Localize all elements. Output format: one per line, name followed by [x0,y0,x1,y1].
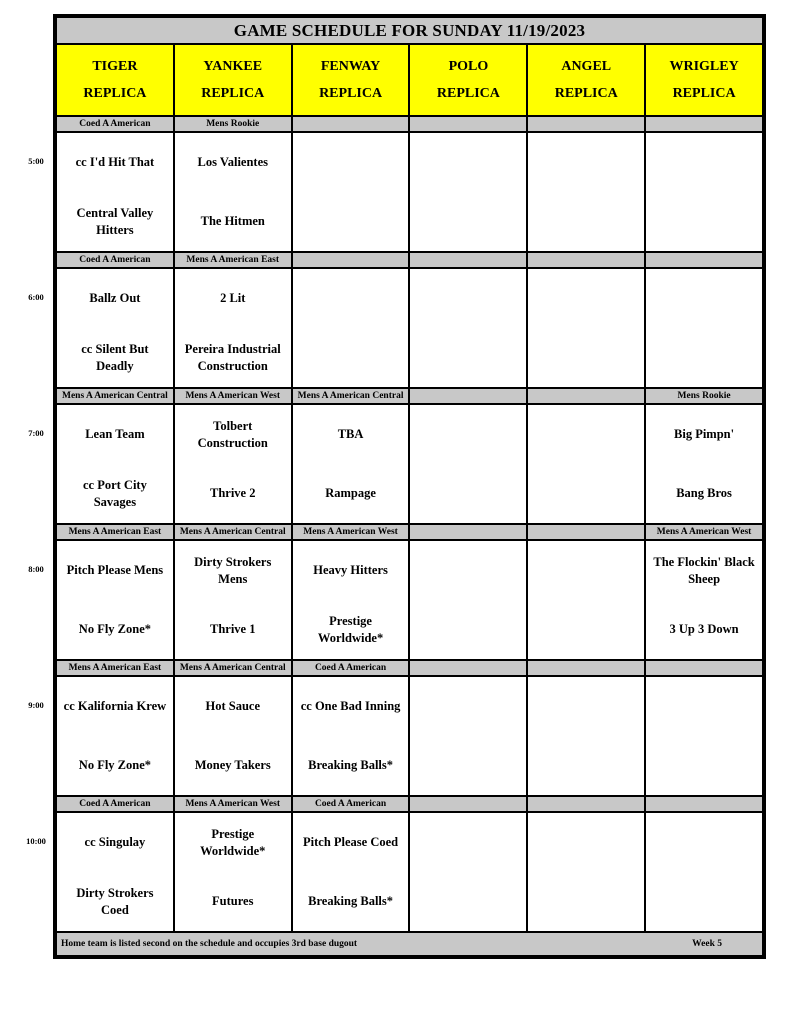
division-label: Mens A American West [292,524,410,540]
away-team: cc Singulay [84,835,146,849]
game-row [56,812,763,932]
division-label [527,524,645,540]
home-team: Pereira Industrial Construction [184,341,281,373]
division-label [409,388,527,404]
game-cell [174,540,292,660]
home-team [646,872,762,931]
game-row [56,676,763,796]
home-team [646,736,762,795]
division-label [409,524,527,540]
division-label [527,116,645,132]
schedule-sheet [53,14,766,959]
division-label: Coed A American [56,116,174,132]
home-team: Rampage [325,486,376,500]
field-sub: REPLICA [83,86,147,101]
division-label: Coed A American [292,660,410,676]
game-cell [292,812,410,932]
home-team: Thrive 1 [210,622,256,636]
division-label: Mens A American Central [292,388,410,404]
home-team: Dirty Strokers Coed [76,885,154,917]
division-label: Mens A American West [174,796,292,812]
away-team [410,541,526,600]
away-team: Heavy Hitters [313,563,388,577]
footer-content [57,939,762,949]
game-row [56,132,763,252]
home-team [646,192,762,251]
home-team [410,192,526,251]
away-team: Lean Team [85,427,145,441]
division-label: Coed A American [56,252,174,268]
game-cell [56,132,174,252]
division-label [527,252,645,268]
home-team [528,328,644,387]
away-team [410,405,526,464]
week-label: Week 5 [692,939,722,949]
game-cell [409,268,527,388]
home-team: No Fly Zone* [78,758,152,772]
home-team [293,192,409,251]
division-label: Mens A American Central [174,524,292,540]
game-cell [527,812,645,932]
away-team: Los Valientes [197,155,268,169]
division-label [527,796,645,812]
division-row [56,252,763,268]
field-name: YANKEE [203,59,263,74]
division-label: Mens Rookie [645,388,763,404]
away-team [646,677,762,736]
game-cell [292,404,410,524]
home-team: Prestige Worldwide* [317,613,384,645]
away-team [528,133,644,192]
division-label: Coed A American [56,796,174,812]
away-team: 2 Lit [220,291,246,305]
away-team [293,133,409,192]
time-label: 7:00 [28,428,44,438]
field-sub: REPLICA [554,86,618,101]
game-row [56,404,763,524]
away-team: Big Pimpn' [674,427,735,441]
game-cell [645,540,763,660]
home-team [528,736,644,795]
game-cell [174,132,292,252]
field-name: FENWAY [320,59,381,74]
away-team: The Flockin' Black Sheep [653,554,755,586]
field-header-row [56,44,763,116]
game-cell [409,404,527,524]
game-cell [409,540,527,660]
division-label: Mens A American West [645,524,763,540]
game-cell [56,404,174,524]
field-sub: REPLICA [319,86,383,101]
time-label: 5:00 [28,156,44,166]
division-label [645,796,763,812]
game-cell [645,812,763,932]
away-team: cc Kalifornia Krew [63,699,167,713]
division-label: Mens Rookie [174,116,292,132]
away-team [646,133,762,192]
away-team: Ballz Out [89,291,141,305]
division-label [527,388,645,404]
home-team [293,328,409,387]
home-team [528,464,644,523]
division-label [527,660,645,676]
away-team: Dirty Strokers Mens [194,554,272,586]
game-cell [409,676,527,796]
division-label [409,252,527,268]
division-row [56,388,763,404]
away-team [646,813,762,872]
home-team [410,872,526,931]
schedule-table [55,16,764,957]
away-team: Tolbert Construction [197,418,268,450]
field-header-wrigley [645,44,763,116]
game-cell [292,268,410,388]
home-team [646,328,762,387]
game-cell [645,132,763,252]
field-header-tiger [56,44,174,116]
field-header-polo [409,44,527,116]
away-team: Pitch Please Mens [66,563,164,577]
footer-row [56,932,763,956]
division-row [56,796,763,812]
division-label [292,116,410,132]
away-team [528,405,644,464]
division-label [645,660,763,676]
game-cell [409,812,527,932]
home-team: Central Valley Hitters [76,205,154,237]
away-team: cc I'd Hit That [75,155,155,169]
game-cell [56,268,174,388]
home-team [528,872,644,931]
division-label: Mens A American East [56,524,174,540]
field-name: TIGER [92,59,138,74]
away-team: Hot Sauce [205,699,260,713]
field-name: ANGEL [561,59,612,74]
field-sub: REPLICA [201,86,265,101]
game-cell [527,132,645,252]
division-label [409,660,527,676]
away-team [528,813,644,872]
game-cell [174,812,292,932]
time-label: 6:00 [28,292,44,302]
game-row [56,268,763,388]
game-cell [174,676,292,796]
home-team [410,736,526,795]
division-row [56,116,763,132]
away-team [528,677,644,736]
game-cell [174,404,292,524]
away-team: Prestige Worldwide* [200,826,266,858]
game-cell [56,812,174,932]
division-row [56,660,763,676]
division-label [292,252,410,268]
home-team: Thrive 2 [210,486,256,500]
away-team [410,677,526,736]
game-cell [527,540,645,660]
away-team [528,269,644,328]
home-team [528,600,644,659]
away-team [646,269,762,328]
away-team [410,269,526,328]
field-name: WRIGLEY [669,59,739,74]
game-cell [527,404,645,524]
away-team: TBA [337,427,364,441]
game-cell [645,404,763,524]
game-cell [645,676,763,796]
division-row [56,524,763,540]
schedule-title: GAME SCHEDULE FOR SUNDAY 11/19/2023 [56,17,763,44]
field-name: POLO [448,59,489,74]
home-team [410,328,526,387]
home-team: Futures [212,894,254,908]
game-row [56,540,763,660]
division-label [645,116,763,132]
field-header-yankee [174,44,292,116]
home-team: Bang Bros [676,486,732,500]
home-team [410,600,526,659]
time-label: 10:00 [26,836,46,846]
division-label: Mens A American West [174,388,292,404]
division-label: Mens A American Central [174,660,292,676]
division-label: Mens A American Central [56,388,174,404]
away-team [293,269,409,328]
away-team: cc One Bad Inning [300,699,401,713]
division-label [409,796,527,812]
field-header-fenway [292,44,410,116]
home-team-note: Home team is listed second on the schedule and occupies 3rd base dugout [61,939,358,949]
home-team [528,192,644,251]
home-team: cc Port City Savages [82,477,147,509]
away-team [528,541,644,600]
game-cell [56,676,174,796]
home-team: Breaking Balls* [308,894,393,908]
division-label [409,116,527,132]
game-cell [645,268,763,388]
field-sub: REPLICA [672,86,736,101]
home-team: Money Takers [194,758,271,772]
field-sub: REPLICA [436,86,500,101]
game-cell [292,676,410,796]
footer-cell [56,932,763,956]
game-cell [527,676,645,796]
away-team: Pitch Please Coed [303,835,399,849]
home-team: 3 Up 3 Down [669,622,739,636]
game-cell [56,540,174,660]
game-cell [292,132,410,252]
game-cell [292,540,410,660]
field-header-angel [527,44,645,116]
home-team: Breaking Balls* [308,758,393,772]
home-team: cc Silent But Deadly [81,341,149,373]
division-label [645,252,763,268]
time-label: 8:00 [28,564,44,574]
game-cell [527,268,645,388]
division-label: Mens A American East [56,660,174,676]
game-cell [174,268,292,388]
time-label: 9:00 [28,700,44,710]
division-label: Coed A American [292,796,410,812]
home-team: No Fly Zone* [78,622,152,636]
away-team [410,813,526,872]
home-team [410,464,526,523]
away-team [410,133,526,192]
division-label: Mens A American East [174,252,292,268]
home-team: The Hitmen [200,214,265,228]
game-cell [409,132,527,252]
